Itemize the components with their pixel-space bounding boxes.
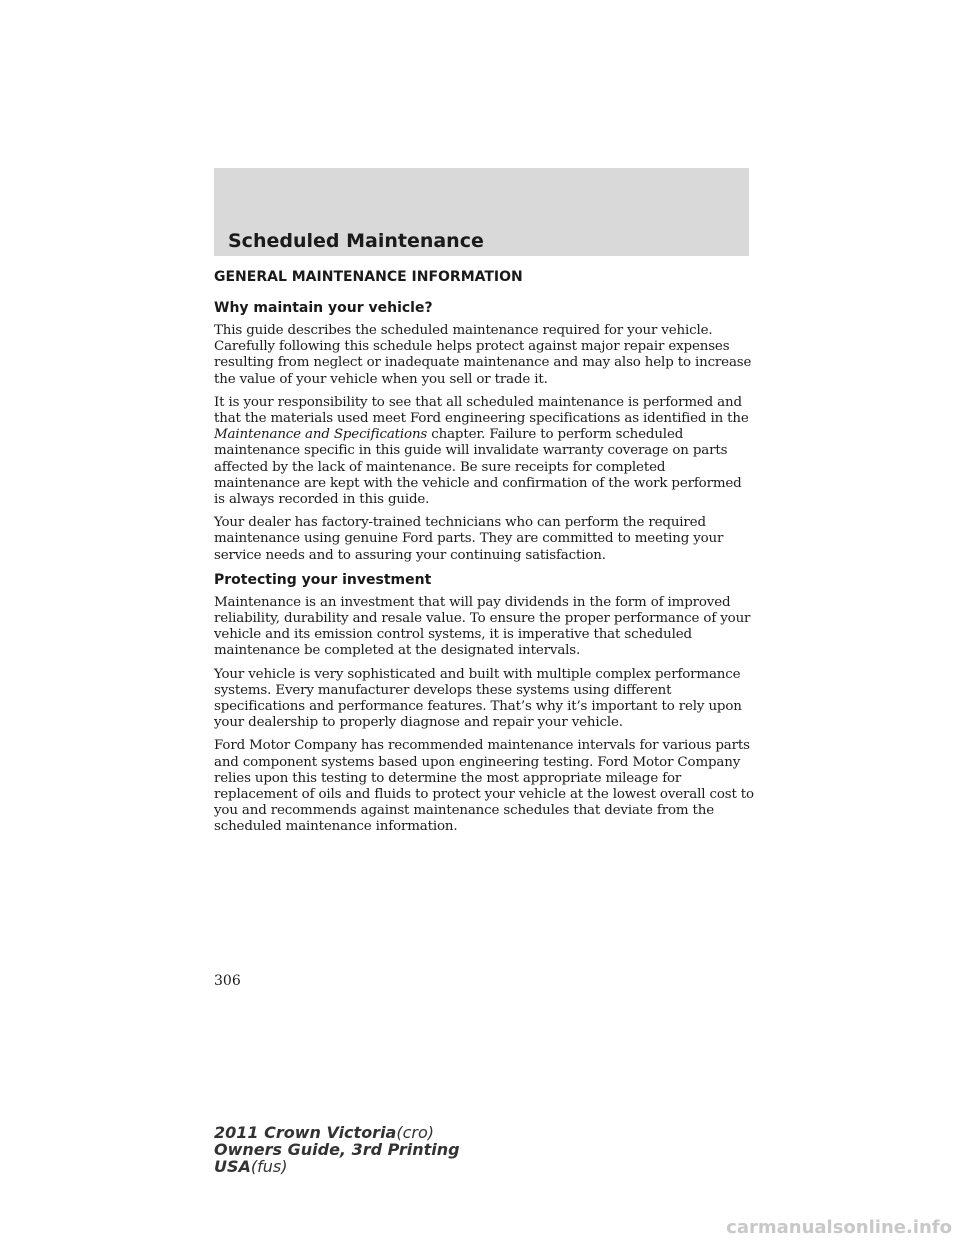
subheading-why-maintain: Why maintain your vehicle? [214,300,433,316]
subheading-protecting: Protecting your investment [214,571,432,588]
watermark: carmanualsonline.info [726,1217,952,1238]
main-heading: GENERAL MAINTENANCE INFORMATION [214,269,523,285]
footer-region-code: (fus) [250,1157,288,1176]
paragraph-2-part-b: chapter. Failure to perform scheduled maintenance specific in this guide will invalidate warranty coverage on parts affected by the lack of maintenance. Be sure receipts for completed maintenance are kept with the vehicle and confirmation of the work performed is always recorded in this guide. [214,427,742,508]
chapter-reference: Maintenance and Specifications [214,427,428,443]
section-title: Scheduled Maintenance [228,230,484,252]
footer-region: USA [214,1157,251,1176]
footer-line-1 [214,1124,460,1141]
paragraph-5: Your vehicle is very sophisticated and built with multiple complex performance systems. Every manufacturer develops these systems using different specifications and performance features. That’s why it’s important to rely upon your dealership to properly diagnose and repair your vehicle. [214,666,742,731]
page-content [214,268,754,843]
footer-model-code: (cro) [396,1123,435,1142]
footer-model: 2011 Crown Victoria [214,1123,397,1142]
paragraph-4: Maintenance is an investment that will pay dividends in the form of improved reliability, durability and resale value. To ensure the proper performance of your vehicle and its emission control systems, it is imperative that scheduled maintenance be completed at the designated intervals. [214,594,751,659]
paragraph-1: This guide describes the scheduled maintenance required for your vehicle. Carefully following this schedule helps protect against major repair expenses resulting from neglect or inadequate maintenance and may also help to increase the value of your vehicle when you sell or trade it. [214,323,752,387]
footer-line-2: Owners Guide, 3rd Printing [214,1140,460,1159]
page-number: 306 [214,973,241,989]
footer-info [214,1124,460,1175]
footer-line-3 [214,1158,460,1175]
paragraph-2-part-a: It is your responsibility to see that all scheduled maintenance is performed and that the materials used meet Ford engineering specifications as identified in the [214,394,749,427]
paragraph-3: Your dealer has factory-trained technicians who can perform the required maintenance using genuine Ford parts. They are committed to meeting your service needs and to assuring your continuing satisfaction. [214,515,724,563]
paragraph-2 [214,395,754,508]
paragraph-6: Ford Motor Company has recommended maintenance intervals for various parts and component systems based upon engineering testing. Ford Motor Company relies upon this testing to determine the most appropriate mileage for replacement of oils and fluids to protect your vehicle at the lowest overall cost to you and recommends against maintenance schedules that deviate from the scheduled maintenance information. [214,738,754,835]
